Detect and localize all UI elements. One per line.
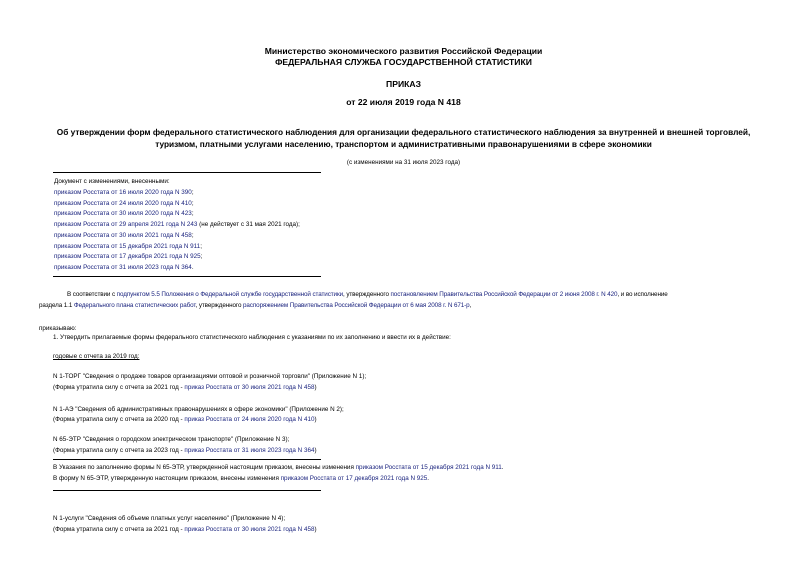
- change-link[interactable]: приказом Росстата от 15 декабря 2021 года N 911: [54, 242, 201, 250]
- form-4-lost-link[interactable]: приказ Росстата от 30 июля 2021 года N 458: [184, 526, 315, 533]
- form-3-name: N 65-ЭТР "Сведения о городском электрическом транспорте" (Приложение N 3);: [53, 436, 290, 443]
- divider-top: [53, 172, 321, 173]
- list-item: приказом Росстата от 31 июля 2023 года N 364.: [54, 263, 194, 271]
- decree-link[interactable]: постановлением Правительства Российской Федерации от 2 июня 2008 г. N 420: [390, 291, 618, 298]
- list-item: приказом Росстата от 29 апреля 2021 года N 243 (не действует с 31 мая 2021 года);: [54, 221, 300, 229]
- note-2: В форму N 65-ЭТР, утвержденную настоящим приказом, внесены изменения приказом Росстата от 17 декабря 2021 года N 925.: [53, 475, 430, 482]
- order-link[interactable]: распоряжением Правительства Российской Федерации от 6 мая 2008 г. N 671-р: [243, 302, 470, 309]
- list-item: приказом Росстата от 15 декабря 2021 года N 911;: [54, 242, 202, 250]
- form-2-lost-link[interactable]: приказ Росстата от 24 июля 2020 года N 410: [184, 416, 315, 423]
- form-2-name: N 1-АЭ "Сведения об административных правонарушениях в сфере экономики" (Приложение N 2);: [53, 406, 344, 413]
- changes-heading: Документ с изменениями, внесенными:: [54, 178, 170, 185]
- note-2-link[interactable]: приказом Росстата от 17 декабря 2021 года N 925: [280, 475, 428, 482]
- note-1-link[interactable]: приказом Росстата от 15 декабря 2021 года N 911: [355, 464, 502, 471]
- preamble-line-1: В соответствии с подпунктом 5.5 Положения о Федеральной службе государственной статистики, утвержденного постановлением Правительства Российской Федерации от 2 июня 2008 г. N 420, и во исполнение: [67, 291, 668, 298]
- change-link[interactable]: приказом Росстата от 17 декабря 2021 года N 925: [54, 253, 201, 261]
- divider-notes-bottom: [53, 490, 321, 491]
- divider-notes-top: [53, 459, 321, 460]
- form-2-lost: (Форма утратила силу с отчета за 2020 год - приказ Росстата от 24 июля 2020 года N 410): [53, 416, 317, 423]
- change-link[interactable]: приказом Росстата от 30 июля 2021 года N 458: [54, 231, 192, 239]
- order-word: приказываю:: [39, 325, 77, 332]
- document-type: ПРИКАЗ: [386, 79, 421, 89]
- divider-bottom: [53, 276, 321, 277]
- change-link[interactable]: приказом Росстата от 29 апреля 2021 года N 243: [54, 221, 198, 229]
- list-item: приказом Росстата от 24 июля 2020 года N 410;: [54, 199, 194, 207]
- preamble-line-2: раздела 1.1 Федерального плана статистических работ, утвержденного распоряжением Правительства Российской Федерации от 6 мая 2008 г. N 671-р,: [39, 302, 472, 309]
- change-link[interactable]: приказом Росстата от 24 июля 2020 года N 410: [54, 199, 192, 207]
- changes-list: [54, 188, 300, 274]
- change-link[interactable]: приказом Росстата от 31 июля 2023 года N 364: [54, 263, 192, 271]
- service-name: ФЕДЕРАЛЬНАЯ СЛУЖБА ГОСУДАРСТВЕННОЙ СТАТИСТИКИ: [275, 57, 532, 67]
- document-date: от 22 июля 2019 года N 418: [346, 97, 461, 107]
- change-link[interactable]: приказом Росстата от 16 июля 2020 года N 390: [54, 189, 192, 196]
- form-1-lost: (Форма утратила силу с отчета за 2021 год - приказ Росстата от 30 июля 2021 года N 458): [53, 384, 317, 391]
- revision-note: (с изменениями на 31 июля 2023 года): [346, 159, 461, 166]
- clause-1: 1. Утвердить прилагаемые формы федерального статистического наблюдения с указаниями по их заполнению и ввести их в действие:: [53, 334, 451, 341]
- regulation-link[interactable]: подпунктом 5.5 Положения о Федеральной службе государственной статистики: [116, 291, 344, 298]
- form-1-name: N 1-ТОРГ "Сведения о продаже товаров организациями оптовой и розничной торговли" (Приложение N 1);: [53, 373, 367, 380]
- ministry-name: Министерство экономического развития Российской Федерации: [264, 46, 543, 56]
- list-item: приказом Росстата от 16 июля 2020 года N 390;: [54, 189, 194, 196]
- form-3-lost-link[interactable]: приказ Росстата от 31 июля 2023 года N 364: [184, 447, 315, 454]
- list-item: приказом Росстата от 30 июля 2020 года N 423;: [54, 210, 194, 218]
- document-title: Об утверждении форм федерального статистического наблюдения для организации федерального статистического наблюдения за внутренней и внешней торговлей, туризмом, платными услугами населению, транспортом и административными правонарушениями в сфере экономики: [56, 127, 751, 149]
- form-4-name: N 1-услуги "Сведения об объеме платных услуг населению" (Приложение N 4);: [53, 515, 286, 522]
- plan-link[interactable]: Федерального плана статистических работ: [73, 302, 196, 309]
- list-item: приказом Росстата от 17 декабря 2021 года N 925;: [54, 253, 203, 261]
- note-1: В Указания по заполнению формы N 65-ЭТР, утвержденной настоящим приказом, внесены изменения приказом Росстата от 15 декабря 2021 года N 911.: [53, 464, 504, 471]
- annual-heading: годовые с отчета за 2019 год:: [53, 353, 140, 360]
- form-3-lost: (Форма утратила силу с отчета за 2023 год - приказ Росстата от 31 июля 2023 года N 364): [53, 447, 317, 454]
- form-4-lost: (Форма утратила силу с отчета за 2021 год - приказ Росстата от 30 июля 2021 года N 458): [53, 526, 317, 533]
- form-1-lost-link[interactable]: приказ Росстата от 30 июля 2021 года N 458: [184, 384, 315, 391]
- change-link[interactable]: приказом Росстата от 30 июля 2020 года N 423: [54, 210, 192, 218]
- list-item: приказом Росстата от 30 июля 2021 года N 458;: [54, 231, 194, 239]
